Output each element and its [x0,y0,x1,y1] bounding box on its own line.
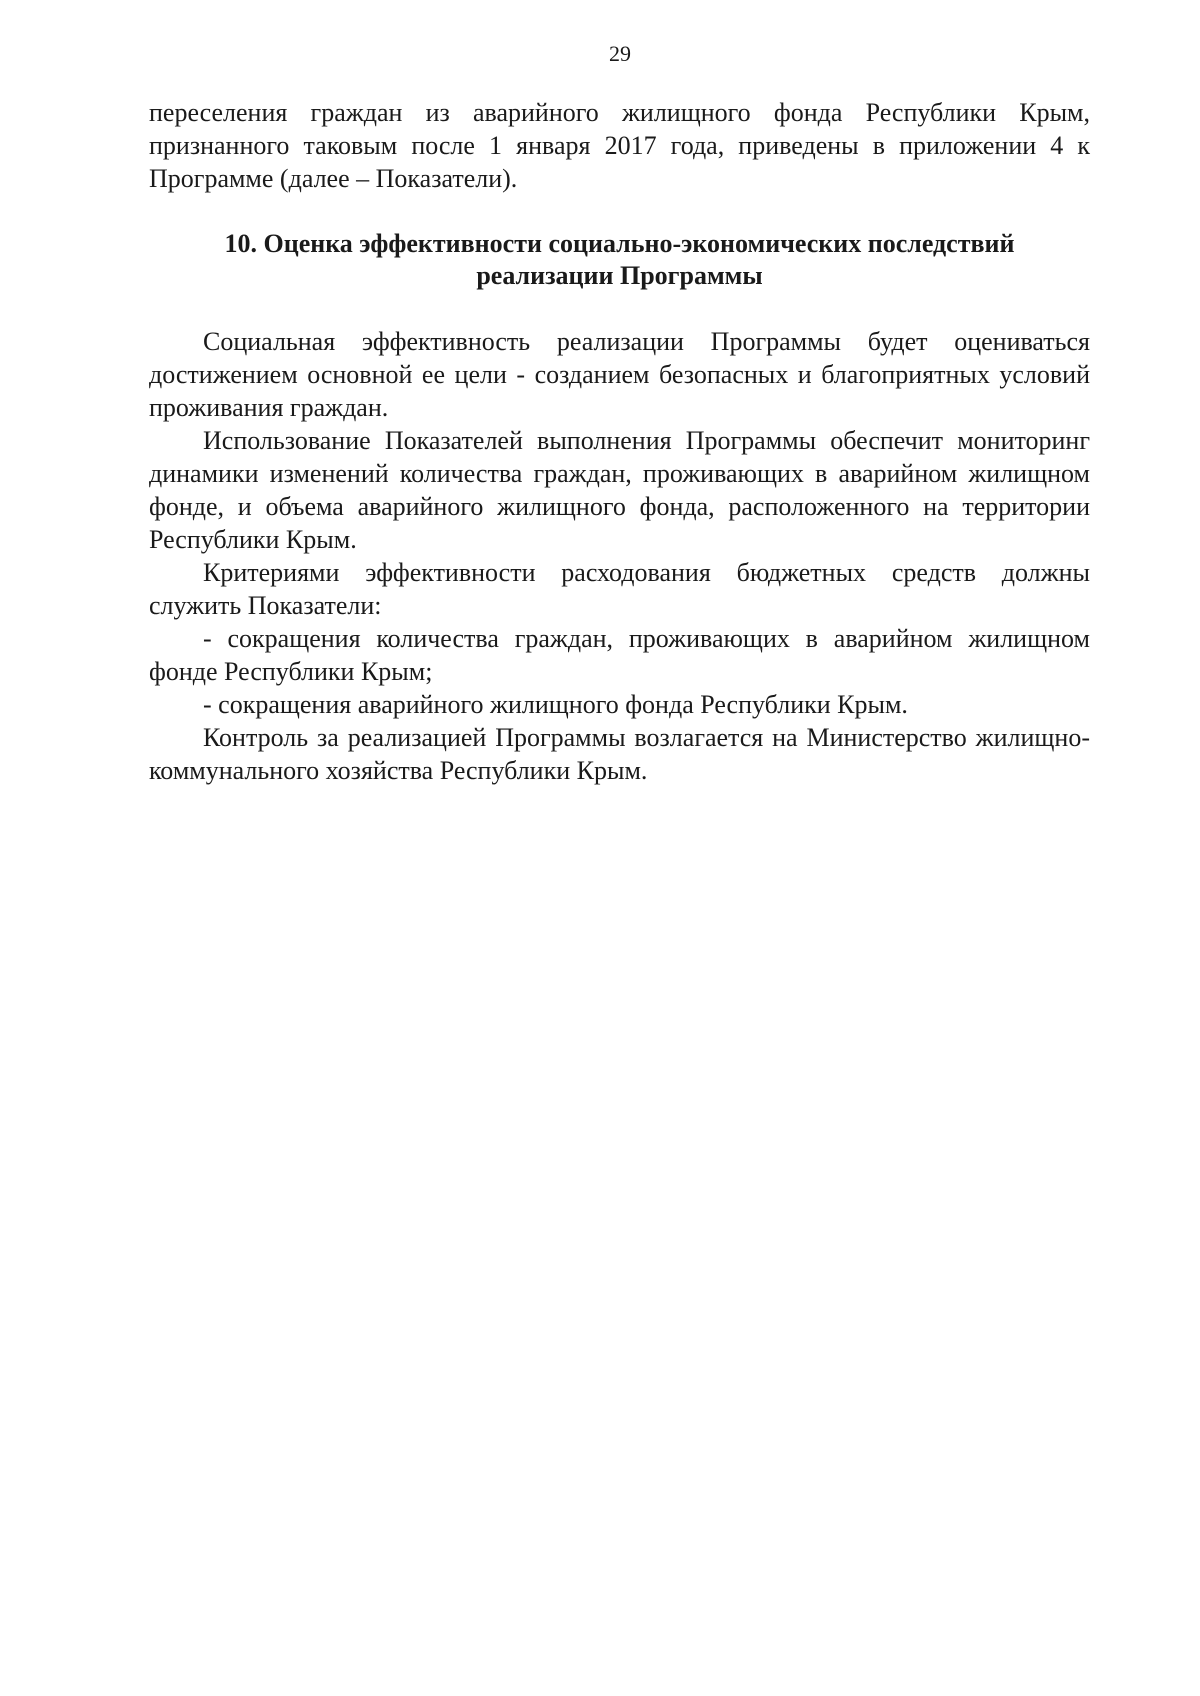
list-item-housing-reduction: - сокращения аварийного жилищного фонда Республики Крым. [203,690,908,719]
section-heading-line-2: реализации Программы [476,261,763,290]
paragraph-social-efficiency: Социальная эффективность реализации Программы будет оцениваться достижением основной ее цели - созданием безопасных и благоприятных условий проживания граждан. [149,327,1090,422]
paragraph-indicators-usage: Использование Показателей выполнения Программы обеспечит мониторинг динамики изменений количества граждан, проживающих в аварийном жилищном фонде, и объема аварийного жилищного фонда, расположенного на территории Республики Крым. [149,426,1090,554]
paragraph-criteria: Критериями эффективности расходования бюджетных средств должны служить Показатели: [149,558,1090,620]
page-number: 29 [609,41,631,66]
paragraph-control: Контроль за реализацией Программы возлагается на Министерство жилищно-коммунального хозяйства Республики Крым. [149,723,1090,785]
section-heading [149,228,1090,292]
section-heading-line-1: 10. Оценка эффективности социально-экономических последствий [224,229,1015,258]
intro-paragraph: переселения граждан из аварийного жилищного фонда Республики Крым, признанного таковым после 1 января 2017 года, приведены в приложении 4 к Программе (далее – Показатели). [149,98,1090,193]
document-body [149,96,1090,787]
list-item-citizens-reduction: - сокращения количества граждан, проживающих в аварийном жилищном фонде Республики Крым; [149,624,1090,686]
